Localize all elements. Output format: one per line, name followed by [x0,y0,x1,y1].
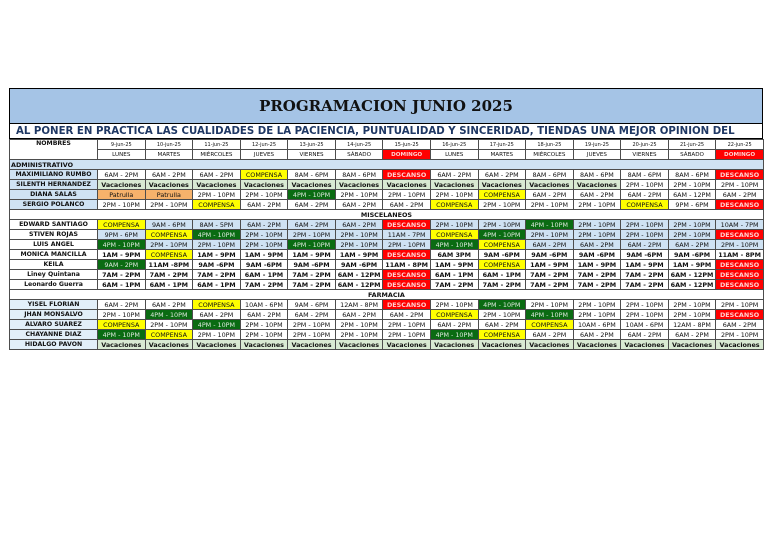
shift-cell[interactable]: 9AM - 6PM [288,300,336,310]
shift-cell[interactable]: 2PM - 10PM [573,310,621,320]
shift-cell[interactable]: COMPENSA [145,230,193,240]
section-row [10,160,764,170]
shift-cell[interactable]: Vacaciones [573,340,621,350]
shift-cell[interactable]: 2PM - 10PM [383,190,431,200]
shift-cell[interactable]: 2PM - 10PM [478,310,526,320]
date-cell[interactable]: 14-jun-25 [335,140,383,150]
table-row [10,220,764,230]
shift-cell[interactable]: 10AM - 6PM [621,320,669,330]
table-row [10,340,764,350]
shift-cell[interactable]: DESCANSO [383,170,431,180]
shift-cell[interactable]: 2PM - 10PM [621,230,669,240]
shift-cell[interactable]: 1AM - 9PM [573,260,621,270]
shift-cell[interactable]: 2PM - 10PM [335,230,383,240]
shift-cell[interactable]: 7AM - 2PM [98,270,146,280]
shift-cell[interactable]: 6AM - 2PM [430,170,478,180]
shift-cell[interactable]: 6AM - 2PM [193,170,241,180]
shift-cell[interactable]: 6AM - 2PM [288,200,336,210]
shift-cell[interactable]: DESCANSO [383,300,431,310]
date-cell[interactable]: 20-jun-25 [621,140,669,150]
shift-cell[interactable]: 9AM -6PM [335,260,383,270]
shift-cell[interactable]: COMPENSA [478,190,526,200]
shift-cell[interactable]: 6AM - 12PM [335,280,383,290]
shift-cell[interactable]: 9AM -6PM [573,250,621,260]
shift-cell[interactable]: COMPENSA [478,240,526,250]
date-cell[interactable]: 10-jun-25 [145,140,193,150]
shift-cell[interactable]: 9AM -6PM [621,250,669,260]
shift-cell[interactable]: 2PM - 10PM [526,300,574,310]
shift-cell[interactable]: 8AM - 6PM [526,170,574,180]
employee-name[interactable]: SILENTH HERNANDEZ [10,180,98,190]
shift-cell[interactable]: COMPENSA [430,200,478,210]
shift-cell[interactable]: 9PM - 6PM [98,230,146,240]
date-cell[interactable]: 13-jun-25 [288,140,336,150]
shift-cell[interactable]: COMPENSA [478,260,526,270]
shift-cell[interactable]: 2PM - 10PM [573,200,621,210]
day-cell[interactable]: JUEVES [240,150,288,160]
shift-cell[interactable]: Patrulla [145,190,193,200]
shift-cell[interactable]: 2PM - 10PM [430,220,478,230]
shift-cell[interactable]: 1AM - 9PM [621,260,669,270]
shift-cell[interactable]: Vacaciones [430,180,478,190]
shift-cell[interactable]: 4PM - 10PM [430,330,478,340]
shift-cell[interactable]: 2PM - 10PM [621,180,669,190]
section-label: ADMINISTRATIVO [10,160,764,170]
table-row [10,230,764,240]
shift-cell[interactable]: 7AM - 2PM [240,280,288,290]
shift-cell[interactable]: 7AM - 2PM [573,270,621,280]
shift-cell[interactable]: 9AM - 6PM [145,220,193,230]
shift-cell[interactable]: 7AM - 2PM [573,280,621,290]
shift-cell[interactable]: Vacaciones [383,340,431,350]
employee-name[interactable]: HIDALGO PAVON [10,340,98,350]
shift-cell[interactable]: 8AM - 5PM [193,220,241,230]
shift-cell[interactable]: COMPENSA [98,320,146,330]
employee-name[interactable]: MAXIMILIANO RUMBO [10,170,98,180]
shift-cell[interactable]: 6AM - 2PM [526,330,574,340]
shift-cell[interactable]: 2PM - 10PM [335,320,383,330]
shift-cell[interactable]: 9PM - 6PM [668,200,716,210]
shift-cell[interactable]: Vacaciones [573,180,621,190]
shift-cell[interactable]: 2PM - 10PM [526,200,574,210]
date-cell[interactable]: 18-jun-25 [526,140,574,150]
shift-cell[interactable]: 6AM - 2PM [288,310,336,320]
shift-cell[interactable]: Vacaciones [526,180,574,190]
shift-cell[interactable]: 1AM - 9PM [98,250,146,260]
shift-cell[interactable]: 2PM - 10PM [193,190,241,200]
employee-name[interactable]: Liney Quintana [10,270,98,280]
shift-cell[interactable]: Vacaciones [193,180,241,190]
day-cell[interactable]: LUNES [98,150,146,160]
employee-name[interactable]: EDWARD SANTIAGO [10,220,98,230]
shift-cell[interactable]: 7AM - 2PM [288,270,336,280]
shift-cell[interactable]: 6AM - 2PM [526,240,574,250]
shift-cell[interactable]: 4PM - 10PM [526,220,574,230]
shift-cell[interactable]: Vacaciones [335,180,383,190]
shift-cell[interactable]: 7AM - 2PM [193,270,241,280]
table-row [10,170,764,180]
shift-cell[interactable]: Vacaciones [478,180,526,190]
shift-cell[interactable]: 4PM - 10PM [526,310,574,320]
shift-cell[interactable]: 1AM - 9PM [430,260,478,270]
shift-cell[interactable]: 9AM - 2PM [98,260,146,270]
table-row [10,300,764,310]
shift-cell[interactable]: 2PM - 10PM [716,240,764,250]
shift-cell[interactable]: COMPENSA [193,300,241,310]
shift-cell[interactable]: 6AM - 2PM [193,310,241,320]
shift-cell[interactable]: 4PM - 10PM [145,310,193,320]
shift-cell[interactable]: 6AM - 2PM [335,220,383,230]
table-row [10,240,764,250]
shift-cell[interactable]: 6AM - 2PM [430,320,478,330]
table-row [10,260,764,270]
shift-cell[interactable]: 2PM - 10PM [716,180,764,190]
date-cell[interactable]: 12-jun-25 [240,140,288,150]
table-row [10,190,764,200]
shift-cell[interactable]: 2PM - 10PM [668,230,716,240]
employee-name[interactable]: ALVARO SUAREZ [10,320,98,330]
shift-cell[interactable]: 6AM - 1PM [145,280,193,290]
shift-cell[interactable]: 2PM - 10PM [335,330,383,340]
shift-cell[interactable]: 2PM - 10PM [240,330,288,340]
shift-cell[interactable]: 2PM - 10PM [240,240,288,250]
day-cell[interactable]: VIERNES [621,150,669,160]
shift-cell[interactable]: 7AM - 2PM [145,270,193,280]
date-cell[interactable]: 9-jun-25 [98,140,146,150]
shift-cell[interactable]: Vacaciones [668,340,716,350]
shift-cell[interactable]: 6AM - 2PM [383,200,431,210]
shift-cell[interactable]: 6AM - 2PM [335,200,383,210]
shift-cell[interactable]: 2PM - 10PM [193,330,241,340]
shift-cell[interactable]: 6AM - 2PM [526,190,574,200]
shift-cell[interactable]: 2PM - 10PM [383,320,431,330]
shift-cell[interactable]: 9AM -6PM [193,260,241,270]
shift-cell[interactable]: 2PM - 10PM [288,330,336,340]
employee-name[interactable]: MONICA MANCILLA [10,250,98,260]
schedule-body [10,140,764,350]
table-row [10,250,764,260]
shift-cell[interactable]: 6AM - 12PM [335,270,383,280]
day-cell[interactable]: SÁBADO [335,150,383,160]
shift-cell[interactable]: 6AM - 2PM [668,240,716,250]
shift-cell[interactable]: 6AM - 2PM [240,220,288,230]
shift-cell[interactable]: 9AM -6PM [240,260,288,270]
shift-cell[interactable]: 2PM - 10PM [240,190,288,200]
date-cell[interactable]: 11-jun-25 [193,140,241,150]
shift-cell[interactable]: Vacaciones [716,340,764,350]
employee-name[interactable]: CHAYANNE DIAZ [10,330,98,340]
shift-cell[interactable]: COMPENSA [145,250,193,260]
shift-cell[interactable]: 6AM - 2PM [621,190,669,200]
shift-cell[interactable]: Vacaciones [193,340,241,350]
table-row [10,320,764,330]
shift-cell[interactable]: 2PM - 10PM [430,190,478,200]
shift-cell[interactable]: Vacaciones [621,340,669,350]
shift-cell[interactable]: 4PM - 10PM [478,230,526,240]
shift-cell[interactable]: 2PM - 10PM [240,230,288,240]
shift-cell[interactable]: 11AM - 8PM [383,260,431,270]
shift-cell[interactable]: Vacaciones [526,340,574,350]
shift-cell[interactable]: 6AM - 1PM [98,280,146,290]
shift-cell[interactable]: 2PM - 10PM [288,230,336,240]
day-cell[interactable]: DOMINGO [383,150,431,160]
shift-cell[interactable]: 2PM - 10PM [193,240,241,250]
shift-cell[interactable]: 6AM - 2PM [383,310,431,320]
shift-cell[interactable]: 2PM - 10PM [668,220,716,230]
shift-cell[interactable]: 2PM - 10PM [383,240,431,250]
shift-cell[interactable]: 11AM -8PM [145,260,193,270]
employee-name[interactable]: KEILA [10,260,98,270]
shift-cell[interactable]: COMPENSA [145,330,193,340]
shift-cell[interactable]: Vacaciones [288,340,336,350]
shift-cell[interactable]: 6AM - 2PM [716,190,764,200]
date-cell[interactable]: 22-jun-25 [716,140,764,150]
table-row [10,200,764,210]
schedule-sheet [9,88,763,350]
employee-name[interactable]: LUIS ANGEL [10,240,98,250]
shift-cell[interactable]: DESCANSO [383,220,431,230]
shift-cell[interactable]: DESCANSO [383,280,431,290]
shift-cell[interactable]: 6AM - 2PM [573,240,621,250]
shift-cell[interactable]: 8AM - 6PM [668,170,716,180]
shift-cell[interactable]: DESCANSO [716,170,764,180]
motto-banner: AL PONER EN PRACTICA LAS CUALIDADES DE LA PACIENCIA, PUNTUALIDAD Y SINCERIDAD, TIENDAS UNA MEJOR OPINION DEL [9,124,763,139]
shift-cell[interactable]: Vacaciones [145,340,193,350]
shift-cell[interactable]: Vacaciones [145,180,193,190]
table-row [10,280,764,290]
date-cell[interactable]: 19-jun-25 [573,140,621,150]
shift-cell[interactable]: 8AM - 6PM [573,170,621,180]
shift-cell[interactable]: 4PM - 10PM [288,190,336,200]
shift-cell[interactable]: 2PM - 10PM [240,320,288,330]
shift-cell[interactable]: 2PM - 10PM [145,200,193,210]
section-label: FARMACIA [10,290,764,300]
shift-cell[interactable]: COMPENSA [430,230,478,240]
day-cell[interactable]: MIÉRCOLES [526,150,574,160]
shift-cell[interactable]: 2PM - 10PM [478,220,526,230]
shift-cell[interactable]: 6AM - 2PM [716,320,764,330]
shift-cell[interactable]: 6AM - 1PM [240,270,288,280]
employee-name[interactable]: DIANA SALAS [10,190,98,200]
table-row [10,180,764,190]
schedule-table [9,139,764,350]
shift-cell[interactable]: 8AM - 6PM [621,170,669,180]
shift-cell[interactable]: 1AM - 9PM [526,260,574,270]
shift-cell[interactable]: 4PM - 10PM [193,230,241,240]
shift-cell[interactable]: 9AM -6PM [478,250,526,260]
shift-cell[interactable]: 2PM - 10PM [98,200,146,210]
shift-cell[interactable]: 6AM - 2PM [145,170,193,180]
date-cell[interactable]: 17-jun-25 [478,140,526,150]
shift-cell[interactable]: 4PM - 10PM [98,240,146,250]
shift-cell[interactable]: 6AM - 2PM [478,320,526,330]
employee-name[interactable]: SERGIO POLANCO [10,200,98,210]
shift-cell[interactable]: 6AM - 2PM [288,220,336,230]
shift-cell[interactable]: DESCANSO [716,260,764,270]
shift-cell[interactable]: DESCANSO [716,270,764,280]
shift-cell[interactable]: 12AM - 8PM [335,300,383,310]
shift-cell[interactable]: Vacaciones [383,180,431,190]
shift-cell[interactable]: 9AM -6PM [288,260,336,270]
shift-cell[interactable]: 8AM - 6PM [335,170,383,180]
shift-cell[interactable]: 2PM - 10PM [573,300,621,310]
shift-cell[interactable]: 4PM - 10PM [193,320,241,330]
shift-cell[interactable]: 4PM - 10PM [478,300,526,310]
shift-cell[interactable]: 6AM - 2PM [98,300,146,310]
date-cell[interactable]: 15-jun-25 [383,140,431,150]
table-row [10,330,764,340]
shift-cell[interactable]: 6AM - 1PM [478,270,526,280]
shift-cell[interactable]: 2PM - 10PM [145,320,193,330]
date-cell[interactable]: 16-jun-25 [430,140,478,150]
day-cell[interactable]: VIERNES [288,150,336,160]
shift-cell[interactable]: 2PM - 10PM [288,320,336,330]
day-cell[interactable]: MIÉRCOLES [193,150,241,160]
shift-cell[interactable]: 4PM - 10PM [430,240,478,250]
shift-cell[interactable]: 7AM - 2PM [526,280,574,290]
shift-cell[interactable]: 6AM - 1PM [193,280,241,290]
shift-cell[interactable]: 2PM - 10PM [621,310,669,320]
shift-cell[interactable]: 2PM - 10PM [526,230,574,240]
shift-cell[interactable]: 2PM - 10PM [621,220,669,230]
shift-cell[interactable]: 6AM - 2PM [145,300,193,310]
shift-cell[interactable]: 2PM - 10PM [335,240,383,250]
page-title: PROGRAMACION JUNIO 2025 [9,88,763,124]
shift-cell[interactable]: 4PM - 10PM [98,330,146,340]
shift-cell[interactable]: 7AM - 2PM [478,280,526,290]
shift-cell[interactable]: 2PM - 10PM [668,180,716,190]
shift-cell[interactable]: 1AM - 9PM [240,250,288,260]
shift-cell[interactable]: 6AM - 2PM [621,240,669,250]
shift-cell[interactable]: DESCANSO [716,280,764,290]
shift-cell[interactable]: COMPENSA [430,310,478,320]
shift-cell[interactable]: Vacaciones [335,340,383,350]
shift-cell[interactable]: 6AM - 12PM [668,270,716,280]
shift-cell[interactable]: 6AM - 2PM [573,330,621,340]
shift-cell[interactable]: 6AM - 2PM [621,330,669,340]
shift-cell[interactable]: 1AM - 9PM [335,250,383,260]
shift-cell[interactable]: Vacaciones [98,180,146,190]
shift-cell[interactable]: 6AM - 12PM [668,280,716,290]
shift-cell[interactable]: 9AM -6PM [526,250,574,260]
shift-cell[interactable]: COMPENSA [193,200,241,210]
shift-cell[interactable]: COMPENSA [240,170,288,180]
shift-cell[interactable]: COMPENSA [98,220,146,230]
shift-cell[interactable]: 2PM - 10PM [716,330,764,340]
shift-cell[interactable]: 9AM -6PM [668,250,716,260]
shift-cell[interactable]: Vacaciones [478,340,526,350]
shift-cell[interactable]: 2PM - 10PM [98,310,146,320]
shift-cell[interactable]: 4PM - 10PM [288,240,336,250]
shift-cell[interactable]: 2PM - 10PM [621,300,669,310]
date-header-row [10,140,764,150]
shift-cell[interactable]: 10AM - 6PM [240,300,288,310]
shift-cell[interactable]: 8AM - 6PM [288,170,336,180]
shift-cell[interactable]: Patrulla [98,190,146,200]
shift-cell[interactable]: 2PM - 10PM [145,240,193,250]
employee-name[interactable]: STIVEN ROJAS [10,230,98,240]
day-header-row [10,150,764,160]
shift-cell[interactable]: 7AM - 2PM [430,280,478,290]
shift-cell[interactable]: DESCANSO [383,270,431,280]
shift-cell[interactable]: 2PM - 10PM [573,220,621,230]
shift-cell[interactable]: 7AM - 2PM [621,270,669,280]
shift-cell[interactable]: 6AM 3PM [430,250,478,260]
shift-cell[interactable]: 7AM - 2PM [288,280,336,290]
shift-cell[interactable]: 11AM - 8PM [716,250,764,260]
employee-name[interactable]: YISEL FLORIAN [10,300,98,310]
section-row [10,210,764,220]
shift-cell[interactable]: 6AM - 12PM [668,190,716,200]
section-row [10,290,764,300]
shift-cell[interactable]: 6AM - 2PM [98,170,146,180]
shift-cell[interactable]: Vacaciones [240,180,288,190]
shift-cell[interactable]: 6AM - 2PM [240,310,288,320]
shift-cell[interactable]: 6AM - 2PM [478,170,526,180]
shift-cell[interactable]: Vacaciones [288,180,336,190]
table-row [10,270,764,280]
table-row [10,310,764,320]
shift-cell[interactable]: 1AM - 9PM [668,260,716,270]
shift-cell[interactable]: 2PM - 10PM [383,330,431,340]
day-cell[interactable]: MARTES [478,150,526,160]
shift-cell[interactable]: 6AM - 2PM [573,190,621,200]
day-cell[interactable]: LUNES [430,150,478,160]
shift-cell[interactable]: COMPENSA [478,330,526,340]
shift-cell[interactable]: COMPENSA [526,320,574,330]
shift-cell[interactable]: 7AM - 2PM [621,280,669,290]
shift-cell[interactable]: Vacaciones [430,340,478,350]
employee-name[interactable]: Leonardo Guerra [10,280,98,290]
day-cell[interactable]: JUEVES [573,150,621,160]
shift-cell[interactable]: 1AM - 9PM [193,250,241,260]
shift-cell[interactable]: 1AM - 9PM [288,250,336,260]
section-label: MISCELANEOS [10,210,764,220]
shift-cell[interactable]: 6AM - 1PM [430,270,478,280]
shift-cell[interactable]: 2PM - 10PM [716,300,764,310]
day-cell[interactable]: MARTES [145,150,193,160]
employee-name[interactable]: JHAN MONSALVO [10,310,98,320]
day-cell[interactable]: SÁBADO [668,150,716,160]
date-cell[interactable]: 21-jun-25 [668,140,716,150]
shift-cell[interactable]: Vacaciones [240,340,288,350]
names-header: NOMBRES [10,140,98,160]
shift-cell[interactable]: 6AM - 2PM [335,310,383,320]
shift-cell[interactable]: 10AM - 7PM [716,220,764,230]
shift-cell[interactable]: 6AM - 2PM [668,330,716,340]
shift-cell[interactable]: 2PM - 10PM [573,230,621,240]
shift-cell[interactable]: DESCANSO [383,250,431,260]
shift-cell[interactable]: 2PM - 10PM [668,310,716,320]
shift-cell[interactable]: Vacaciones [98,340,146,350]
shift-cell[interactable]: 2PM - 10PM [430,300,478,310]
shift-cell[interactable]: 2PM - 10PM [668,300,716,310]
shift-cell[interactable]: DESCANSO [716,200,764,210]
shift-cell[interactable]: DESCANSO [716,230,764,240]
shift-cell[interactable]: 7AM - 2PM [526,270,574,280]
shift-cell[interactable]: DESCANSO [716,310,764,320]
day-cell[interactable]: DOMINGO [716,150,764,160]
shift-cell[interactable]: 2PM - 10PM [478,200,526,210]
shift-cell[interactable]: COMPENSA [621,200,669,210]
shift-cell[interactable]: 11AM - 7PM [383,230,431,240]
shift-cell[interactable]: 6AM - 2PM [240,200,288,210]
shift-cell[interactable]: 12AM - 8PM [668,320,716,330]
shift-cell[interactable]: 10AM - 6PM [573,320,621,330]
shift-cell[interactable]: 2PM - 10PM [335,190,383,200]
